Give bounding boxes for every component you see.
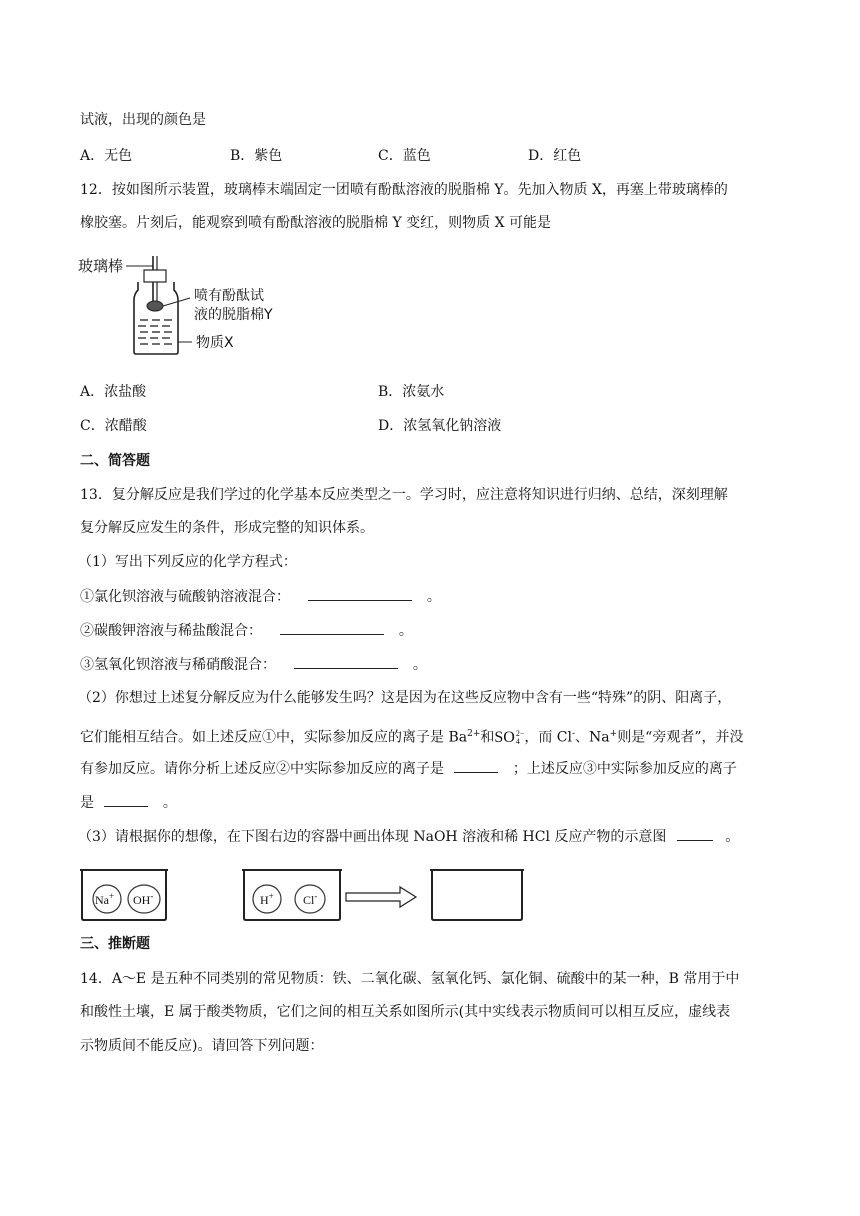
ba-charge: 2+ [467, 729, 481, 739]
q11-stem-tail: 试液，出现的颜色是 [80, 112, 206, 128]
cotton-label-line1: 喷有酚酞试 [194, 288, 264, 304]
q13-part3-prompt [78, 826, 739, 847]
sulfate-charge: 2− [515, 728, 525, 738]
q13-part1-prompt: （1）写出下列反应的化学方程式： [78, 554, 297, 570]
q12-option-b: B．浓氨水 [378, 384, 445, 400]
reaction-3-period: 。 [412, 657, 427, 673]
q12-stem-line2: 橡胶塞。片刻后，能观察到喷有酚酞溶液的脱脂棉 Y 变红，则物质 X 可能是 [80, 215, 552, 231]
q13-reaction-2 [80, 620, 413, 641]
part3-period: 。 [725, 829, 740, 845]
part2-line4-period: 。 [162, 795, 177, 811]
reaction-3-answer-blank[interactable] [294, 654, 398, 669]
reaction-1-period: 。 [426, 589, 441, 605]
q11-option-d: D．红色 [528, 148, 582, 164]
rod-label: 玻璃棒 [78, 257, 124, 275]
part2-line2-text-b: ，而 Cl [524, 729, 572, 746]
part3-answer-blank[interactable] [677, 826, 713, 841]
reaction-3-ions-blank[interactable] [104, 792, 148, 807]
part2-line2-text-a: 它们能相互结合。如上述反应①中，实际参加反应的离子是 Ba [80, 729, 468, 746]
q13-stem-line2: 复分解反应发生的条件，形成完整的知识体系。 [80, 520, 374, 536]
na-charge: + [609, 729, 618, 739]
reaction-2-period: 。 [398, 623, 413, 639]
ion-cl-label: Cl- [303, 891, 318, 907]
sulfate-formula [494, 729, 524, 746]
q13-reaction-3 [80, 654, 427, 675]
part2-line2-text-d: 则是“旁观者”，并没 [617, 729, 744, 746]
q13-part2-line4 [80, 792, 177, 813]
q11-option-a: A．无色 [80, 148, 133, 164]
substance-label: 物质X [196, 335, 234, 351]
reaction-arrow [346, 887, 416, 907]
part3-text: （3）请根据你的想像，在下图右边的容器中画出体现 NaOH 溶液和稀 HCl 反应产物的示意图 [78, 829, 667, 845]
part2-line3-text-a: 有参加反应。请你分析上述反应②中实际参加反应的离子是 [80, 761, 444, 777]
q12-option-a: A．浓盐酸 [80, 384, 147, 400]
reaction-1-text: ①氯化钡溶液与硫酸钠溶液混合： [80, 589, 290, 605]
reaction-2-text: ②碳酸钾溶液与稀盐酸混合： [80, 623, 262, 639]
reaction-2-answer-blank[interactable] [280, 620, 384, 635]
ion-h-label: H+ [260, 891, 274, 907]
q12-option-d: D．浓氢氧化钠溶液 [378, 418, 502, 434]
reaction-3-text: ③氢氧化钡溶液与稀硝酸混合： [80, 657, 276, 673]
ion-na-label: Na+ [95, 891, 115, 907]
cotton-label-line2: 液的脱脂棉Y [194, 307, 273, 323]
and-text: 和 [480, 729, 495, 746]
reaction-2-ions-blank[interactable] [454, 758, 498, 773]
cl-charge: - [571, 729, 576, 739]
part2-line2-text-c: 、Na [575, 729, 610, 746]
q12-stem-line1: 12．按如图所示装置，玻璃棒末端固定一团喷有酚酞溶液的脱脂棉 Y。先加入物质 X，再塞上带玻璃棒的 [80, 182, 728, 198]
q14-stem-line3: 示物质间不能反应)。请回答下列问题： [80, 1038, 324, 1054]
sulfate-symbol: SO [494, 728, 515, 746]
reaction-1-answer-blank[interactable] [308, 586, 412, 601]
section-heading-3: 三、推断题 [80, 936, 150, 952]
section-heading-2: 二、简答题 [80, 453, 150, 469]
q13-part2-line1: （2）你想过上述复分解反应为什么能够发生吗？这是因为在这些反应物中含有一些“特殊”的阴、阳离子， [78, 690, 732, 706]
q13-part2-line2 [80, 724, 744, 748]
q11-option-b: B．紫色 [230, 148, 283, 164]
q13-part2-line3 [80, 758, 737, 779]
q13-reaction-1 [80, 586, 441, 607]
q14-stem-line1: 14．A～E 是五种不同类别的常见物质：铁、二氧化碳、氢氧化钙、氯化铜、硫酸中的某一种，B 常用于中 [80, 971, 740, 987]
part2-line3-text-b: ；上述反应③中实际参加反应的离子 [512, 761, 737, 777]
empty-product-container [432, 870, 522, 920]
ion-oh-label: OH- [133, 891, 154, 907]
q13-stem-line1: 13．复分解反应是我们学过的化学基本反应类型之一。学习时，应注意将知识进行归纳、总结，深刻理解 [80, 487, 728, 503]
q11-option-c: C．蓝色 [378, 148, 431, 164]
sulfate-subscript: 4 [515, 736, 520, 746]
q14-stem-line2: 和酸性土壤，E 属于酸类物质，它们之间的相互关系如图所示(其中实线表示物质间可以相互反应，虚线表 [80, 1004, 731, 1020]
part2-line4-text-a: 是 [80, 795, 94, 811]
q12-option-c: C．浓醋酸 [80, 418, 147, 434]
